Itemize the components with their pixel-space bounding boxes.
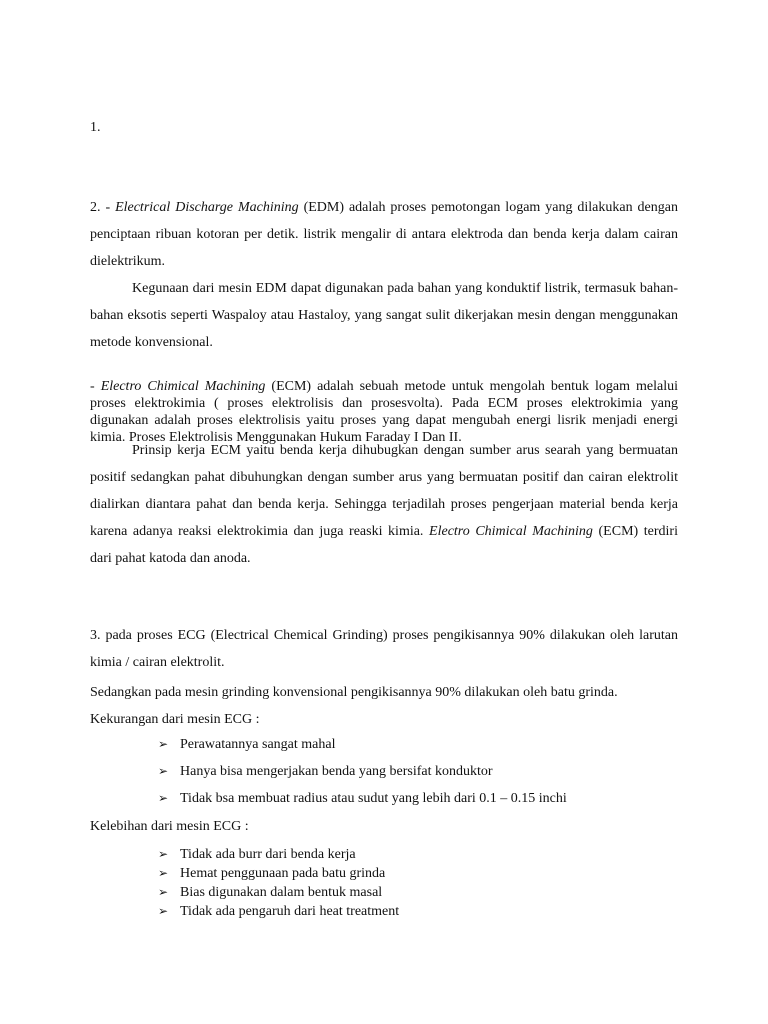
ecm-principle-paragraph xyxy=(90,437,678,572)
disadvantages-heading: Kekurangan dari mesin ECG : xyxy=(90,712,260,727)
ecg-intro-paragraph: 3. pada proses ECG (Electrical Chemical Grinding) proses pengikisannya 90% dilakukan oleh larutan kimia / cairan elektrolit. xyxy=(90,628,678,670)
list-item xyxy=(158,883,678,902)
list-item-text: Perawatannya sangat mahal xyxy=(180,737,336,752)
list-item xyxy=(158,731,678,758)
list-item xyxy=(158,785,678,812)
list-item xyxy=(158,758,678,785)
arrowhead-bullet-icon: ➢ xyxy=(158,866,169,880)
ecm-paragraph xyxy=(90,378,678,446)
list-item xyxy=(158,864,678,883)
list-item-text: Tidak ada pengaruh dari heat treatment xyxy=(180,904,400,919)
advantages-heading: Kelebihan dari mesin ECG : xyxy=(90,819,249,834)
item-1-number: 1. xyxy=(90,120,101,135)
list-item xyxy=(158,902,678,921)
list-item xyxy=(158,845,678,864)
edm-term: Electrical Discharge Machining xyxy=(115,200,299,215)
arrowhead-bullet-icon: ➢ xyxy=(158,847,169,861)
arrowhead-bullet-icon: ➢ xyxy=(158,885,169,899)
advantages-list xyxy=(158,845,678,921)
arrowhead-bullet-icon: ➢ xyxy=(158,764,169,778)
arrowhead-bullet-icon: ➢ xyxy=(158,791,169,805)
ecm-principle-text: Prinsip kerja ECM yaitu benda kerja dihubugkan dengan sumber arus searah yang bermuatan positif sedangkan pahat dibuhungkan dengan sumber arus yang bermuatan positif dan cairan elektrolit dialirkan diantara pahat dan benda kerja. Sehingga terjadilah proses pengerjaan material benda kerja karena adanya reaksi elektrokimia dan juga reaski kimia. xyxy=(90,443,678,539)
edm-paragraph xyxy=(90,194,678,275)
edm-definition: (EDM) adalah proses pemotongan logam yang dilakukan dengan penciptaan ribuan kotoran per detik. listrik mengalir di antara elektroda dan benda kerja dalam cairan dielektrikum. xyxy=(90,200,678,269)
list-item-text: Bias digunakan dalam bentuk masal xyxy=(180,885,383,900)
ecm-term: Electro Chimical Machining xyxy=(100,379,266,394)
ecm-principle-end: (ECM) terdiri dari pahat katoda dan anoda. xyxy=(90,524,678,566)
ecm-definition: (ECM) adalah sebuah metode untuk mengolah bentuk logam melalui proses elektrokimia ( proses elektrolisis dan prosesvolta). Pada ECM proses elektrokimia yang digunakan adalah proses elektrolisis yaitu proses yang dapat mengubah energi lisrik menjadi energi kimia. Proses Elektrolisis Menggunakan Hukum Faraday I Dan II. xyxy=(90,379,678,445)
ecm-principle-term: Electro Chimical Machining xyxy=(429,524,593,539)
edm-prefix: 2. - xyxy=(90,200,116,215)
list-item-text: Tidak bsa membuat radius atau sudut yang lebih dari 0.1 – 0.15 inchi xyxy=(180,791,567,806)
disadvantages-list xyxy=(158,731,678,812)
list-item-text: Tidak ada burr dari benda kerja xyxy=(180,847,356,862)
list-item-text: Hemat penggunaan pada batu grinda xyxy=(180,866,386,881)
list-item-text: Hanya bisa mengerjakan benda yang bersifat konduktor xyxy=(180,764,493,779)
ecm-prefix: - xyxy=(90,379,101,394)
arrowhead-bullet-icon: ➢ xyxy=(158,737,169,751)
arrowhead-bullet-icon: ➢ xyxy=(158,904,169,918)
conventional-grinding-line: Sedangkan pada mesin grinding konvensional pengikisannya 90% dilakukan oleh batu grinda. xyxy=(90,685,618,700)
edm-usage-paragraph: Kegunaan dari mesin EDM dapat digunakan pada bahan yang konduktif listrik, termasuk bahan-bahan eksotis seperti Waspaloy atau Hastaloy, yang sangat sulit dikerjakan mesin dengan menggunakan metode konvensional. xyxy=(90,281,678,350)
